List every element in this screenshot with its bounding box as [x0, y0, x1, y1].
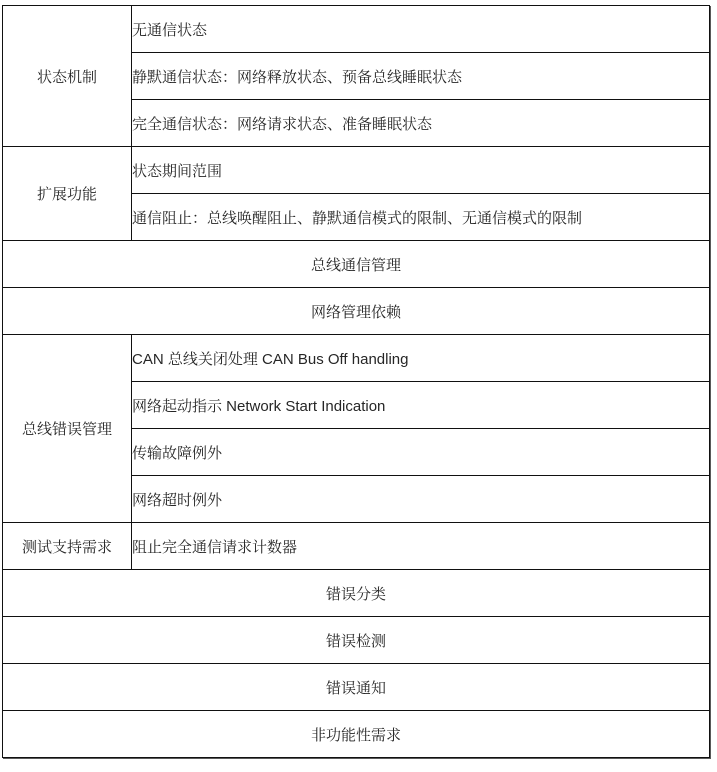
- table-row: [3, 523, 710, 570]
- requirements-table: [2, 5, 710, 758]
- cell-state-duration-range: 状态期间范围: [132, 147, 710, 194]
- cell-no-communication-state: 无通信状态: [132, 6, 710, 53]
- table-row: [3, 6, 710, 53]
- cell-transmission-fault-exception: 传输故障例外: [132, 429, 710, 476]
- group-label-bus-error-management: 总线错误管理: [3, 335, 132, 523]
- section-row-error-classification: 错误分类: [3, 570, 710, 617]
- cell-network-timeout-exception: 网络超时例外: [132, 476, 710, 523]
- table-row: [3, 147, 710, 194]
- cell-network-start-indication: 网络起动指示 Network Start Indication: [132, 382, 710, 429]
- requirements-table-container: [2, 5, 710, 758]
- section-row-non-functional-requirement: 非功能性需求: [3, 711, 710, 758]
- table-row: [3, 570, 710, 617]
- cell-full-communication-state: 完全通信状态：网络请求状态、准备睡眠状态: [132, 100, 710, 147]
- cell-block-full-communication-request-counter: 阻止完全通信请求计数器: [132, 523, 710, 570]
- section-row-bus-communication-management: 总线通信管理: [3, 241, 710, 288]
- table-row: [3, 617, 710, 664]
- table-row: [3, 711, 710, 758]
- cell-communication-block: 通信阻止：总线唤醒阻止、静默通信模式的限制、无通信模式的限制: [132, 194, 710, 241]
- table-row: [3, 335, 710, 382]
- group-label-test-support-requirement: 测试支持需求: [3, 523, 132, 570]
- section-row-error-notification: 错误通知: [3, 664, 710, 711]
- group-label-extended-function: 扩展功能: [3, 147, 132, 241]
- section-row-network-management-dependency: 网络管理依赖: [3, 288, 710, 335]
- table-row: [3, 664, 710, 711]
- cell-silent-communication-state: 静默通信状态：网络释放状态、预备总线睡眠状态: [132, 53, 710, 100]
- group-label-state-mechanism: 状态机制: [3, 6, 132, 147]
- cell-can-bus-off-handling: CAN 总线关闭处理 CAN Bus Off handling: [132, 335, 710, 382]
- table-row: [3, 288, 710, 335]
- table-row: [3, 241, 710, 288]
- section-row-error-detection: 错误检测: [3, 617, 710, 664]
